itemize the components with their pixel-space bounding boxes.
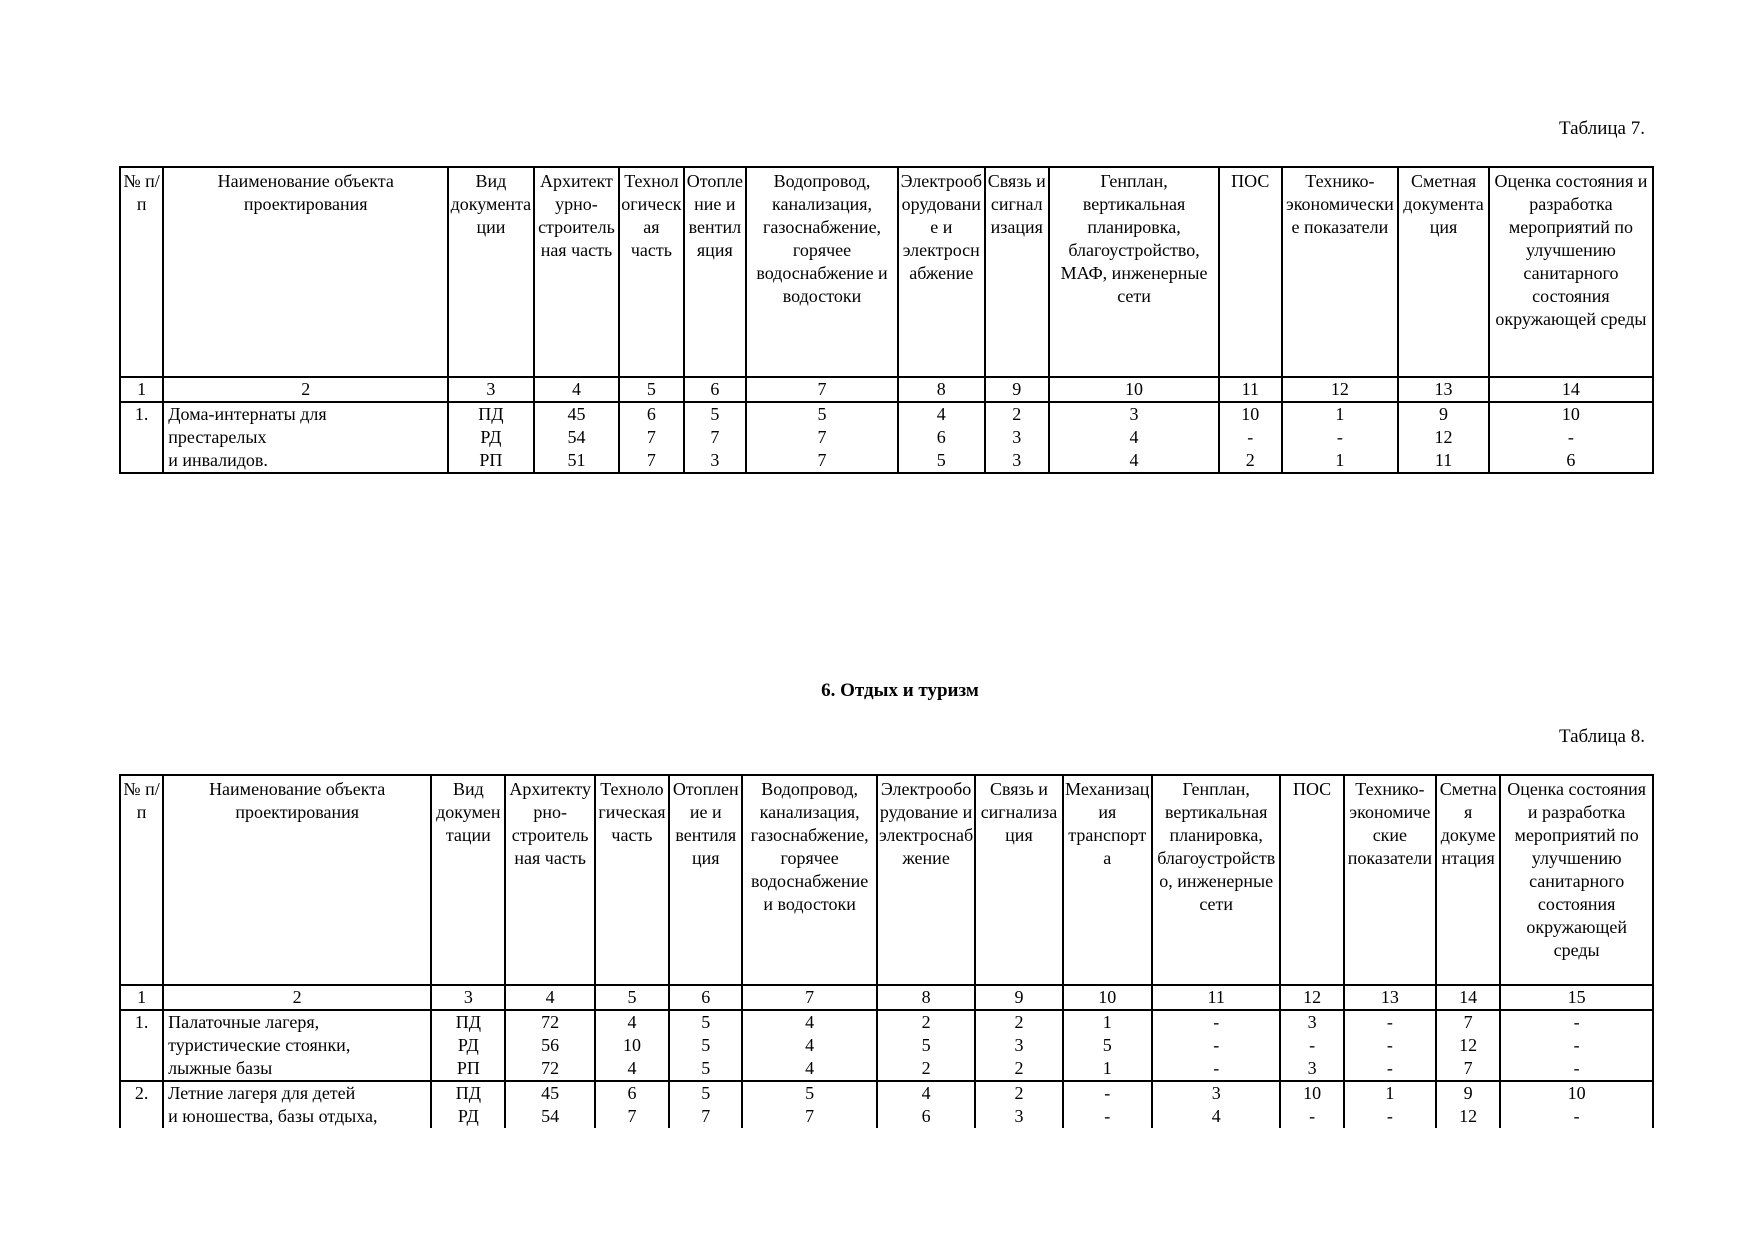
- value-line: 9: [1439, 404, 1449, 424]
- value-line: 9: [1463, 1083, 1473, 1103]
- value-line: 12: [1459, 1035, 1478, 1055]
- value-line: 7: [701, 1106, 711, 1126]
- value-line: -: [1573, 1035, 1580, 1055]
- value-cell: [1152, 1081, 1281, 1128]
- value-line: ПД: [478, 404, 504, 424]
- value-cell: [595, 1010, 669, 1081]
- table7-header-cell: Технико-экономические показатели: [1282, 167, 1399, 377]
- value-line: 5: [817, 404, 827, 424]
- value-cell: [505, 1081, 594, 1128]
- table7-header-cell: Архитектурно-строительная часть: [534, 167, 620, 377]
- table8-column-number: 11: [1152, 985, 1281, 1010]
- value-cell: [1063, 1081, 1152, 1128]
- table-row: [120, 402, 1653, 473]
- value-line: 4: [805, 1035, 815, 1055]
- value-line: 2: [1245, 450, 1255, 470]
- value-cell: [1398, 402, 1489, 473]
- value-line: 1: [1335, 404, 1345, 424]
- table-row: [120, 1010, 1653, 1081]
- value-line: РД: [457, 1106, 479, 1126]
- table7-caption: Таблица 7.: [1558, 118, 1645, 139]
- value-cell: [669, 1081, 742, 1128]
- value-line: 4: [805, 1012, 815, 1032]
- value-line: 5: [701, 1058, 711, 1078]
- value-line: 3: [1129, 404, 1139, 424]
- object-name: [163, 402, 448, 473]
- value-line: -: [1573, 1106, 1580, 1126]
- table8-header-cell: Архитектурно-строительная часть: [505, 775, 594, 985]
- table7-header-cell: Генплан, вертикальная планировка, благоустройство, МАФ, инженерные сети: [1049, 167, 1219, 377]
- value-line: 2: [1014, 1083, 1024, 1103]
- value-line: -: [1386, 1106, 1393, 1126]
- value-line: 3: [1211, 1083, 1221, 1103]
- value-cell: [1049, 402, 1219, 473]
- table-7: [119, 166, 1654, 474]
- value-line: 3: [1014, 1035, 1024, 1055]
- value-line: 3: [1012, 450, 1022, 470]
- value-cell: [985, 402, 1049, 473]
- value-line: 5: [710, 404, 720, 424]
- value-line: 4: [627, 1058, 637, 1078]
- table8-header-cell: Вид документации: [431, 775, 505, 985]
- value-line: -: [1386, 1058, 1393, 1078]
- table8-header-cell: Водопровод, канализация, газоснабжение, горячее водоснабжение и водостоки: [742, 775, 877, 985]
- value-line: 5: [921, 1035, 931, 1055]
- value-cell: [742, 1081, 877, 1128]
- value-line: 4: [1211, 1106, 1221, 1126]
- table7-header-cell: ПОС: [1219, 167, 1281, 377]
- table8-header-cell: Технологическая часть: [595, 775, 669, 985]
- value-cell: [505, 1010, 594, 1081]
- value-line: 5: [936, 450, 946, 470]
- value-line: 2: [1012, 404, 1022, 424]
- value-line: 12: [1434, 427, 1453, 447]
- value-line: 10: [1567, 1083, 1586, 1103]
- table7-column-number: 10: [1049, 377, 1219, 402]
- table7-column-number: 9: [985, 377, 1049, 402]
- value-cell: [1063, 1010, 1152, 1081]
- value-line: 4: [627, 1012, 637, 1032]
- table7-column-number: 11: [1219, 377, 1281, 402]
- value-line: -: [1309, 1106, 1316, 1126]
- value-cell: [1344, 1010, 1436, 1081]
- value-line: 56: [541, 1035, 560, 1055]
- value-line: РП: [479, 450, 503, 470]
- value-line: 4: [1129, 427, 1139, 447]
- value-line: 1: [1335, 450, 1345, 470]
- value-line: 1: [1102, 1058, 1112, 1078]
- value-line: 7: [805, 1106, 815, 1126]
- value-line: 7: [1463, 1058, 1473, 1078]
- table8-header-cell: Электрооборудование и электроснабжение: [877, 775, 975, 985]
- value-cell: [1344, 1081, 1436, 1128]
- value-cell: [669, 1010, 742, 1081]
- table7-header-row: [120, 167, 1653, 377]
- table8-column-number: 2: [163, 985, 431, 1010]
- table8-column-number: 4: [505, 985, 594, 1010]
- value-line: 5: [701, 1035, 711, 1055]
- value-line: 1: [1102, 1012, 1112, 1032]
- value-line: 7: [710, 427, 720, 447]
- object-name-line: и юношества, базы отдыха,: [168, 1106, 378, 1126]
- table8-header-cell: Сметная документация: [1436, 775, 1500, 985]
- table7-header-cell: Сметная документация: [1398, 167, 1489, 377]
- table8-column-number: 5: [595, 985, 669, 1010]
- table7-header-cell: Водопровод, канализация, газоснабжение, горячее водоснабжение и водостоки: [746, 167, 898, 377]
- value-line: 3: [710, 450, 720, 470]
- section-title: 6. Отдых и туризм: [821, 680, 979, 701]
- value-line: 3: [1307, 1012, 1317, 1032]
- value-line: -: [1573, 1058, 1580, 1078]
- table7-column-number: 1: [120, 377, 163, 402]
- value-line: 6: [921, 1106, 931, 1126]
- table7-body: [120, 402, 1653, 473]
- table8-column-number: 1: [120, 985, 163, 1010]
- table7-column-number: 4: [534, 377, 620, 402]
- value-line: -: [1213, 1012, 1220, 1032]
- value-line: 6: [936, 427, 946, 447]
- value-line: 2: [921, 1012, 931, 1032]
- table8-column-number: 10: [1063, 985, 1152, 1010]
- table7-column-number: 3: [448, 377, 534, 402]
- table-row: [120, 1081, 1653, 1128]
- table7-column-number: 6: [684, 377, 746, 402]
- value-cell: [975, 1081, 1062, 1128]
- table8-column-number: 13: [1344, 985, 1436, 1010]
- value-line: 45: [541, 1083, 560, 1103]
- value-cell: [595, 1081, 669, 1128]
- table7-column-number: 7: [746, 377, 898, 402]
- table7-header-cell: Вид документации: [448, 167, 534, 377]
- value-line: 2: [921, 1058, 931, 1078]
- table8-header-cell: Генплан, вертикальная планировка, благоустройство, инженерные сети: [1152, 775, 1281, 985]
- object-name-line: лыжные базы: [168, 1058, 273, 1078]
- row-number: 1.: [120, 1010, 163, 1081]
- table7-column-number: 2: [163, 377, 448, 402]
- value-line: 6: [1566, 450, 1576, 470]
- value-line: -: [1386, 1035, 1393, 1055]
- value-cell: [742, 1010, 877, 1081]
- value-line: -: [1573, 1012, 1580, 1032]
- value-cell: [684, 402, 746, 473]
- table7-header-cell: Оценка состояния и разработка мероприятий по улучшению санитарного состояния окружающей среды: [1489, 167, 1653, 377]
- value-cell: [619, 402, 683, 473]
- value-cell: [1219, 402, 1281, 473]
- value-line: 5: [1102, 1035, 1112, 1055]
- value-line: 4: [936, 404, 946, 424]
- value-cell: [898, 402, 985, 473]
- value-cell: [1489, 402, 1653, 473]
- value-line: ПД: [455, 1083, 481, 1103]
- table8-column-number: 14: [1436, 985, 1500, 1010]
- value-line: 2: [1014, 1012, 1024, 1032]
- value-line: 11: [1434, 450, 1453, 470]
- object-name: [163, 1010, 431, 1081]
- object-name-line: Палаточные лагеря,: [168, 1012, 320, 1032]
- value-line: -: [1247, 427, 1254, 447]
- value-line: 2: [1014, 1058, 1024, 1078]
- value-line: 45: [567, 404, 586, 424]
- value-cell: [534, 402, 620, 473]
- value-line: 7: [646, 450, 656, 470]
- table7-column-number: 13: [1398, 377, 1489, 402]
- value-line: -: [1567, 427, 1574, 447]
- table7-header-cell: Технологическая часть: [619, 167, 683, 377]
- value-line: 10: [1303, 1083, 1322, 1103]
- value-line: -: [1104, 1083, 1111, 1103]
- value-line: 12: [1459, 1106, 1478, 1126]
- value-line: 5: [805, 1083, 815, 1103]
- row-number: 1.: [120, 402, 163, 473]
- value-cell: [1436, 1010, 1500, 1081]
- object-name-line: и инвалидов.: [168, 450, 268, 470]
- value-cell: [975, 1010, 1062, 1081]
- value-line: 7: [1463, 1012, 1473, 1032]
- value-line: 7: [646, 427, 656, 447]
- table8-number-row: [120, 985, 1653, 1010]
- value-cell: [431, 1010, 505, 1081]
- value-cell: [1500, 1081, 1653, 1128]
- value-cell: [1280, 1081, 1343, 1128]
- value-cell: [1436, 1081, 1500, 1128]
- table8-body: [120, 1010, 1653, 1128]
- table7-number-row: [120, 377, 1653, 402]
- table7-header-cell: № п/п: [120, 167, 163, 377]
- object-name-line: Дома-интернаты для: [168, 404, 327, 424]
- object-name-line: престарелых: [168, 427, 267, 447]
- value-line: 1: [1385, 1083, 1395, 1103]
- object-name-line: Летние лагеря для детей: [168, 1083, 356, 1103]
- value-cell: [877, 1010, 975, 1081]
- value-line: 3: [1012, 427, 1022, 447]
- value-cell: [1152, 1010, 1281, 1081]
- value-line: 10: [1561, 404, 1580, 424]
- value-cell: [1282, 402, 1399, 473]
- value-line: 5: [701, 1083, 711, 1103]
- table8-header-cell: № п/п: [120, 775, 163, 985]
- table8-column-number: 9: [975, 985, 1062, 1010]
- value-line: 72: [541, 1012, 560, 1032]
- table8-column-number: 6: [669, 985, 742, 1010]
- value-line: 3: [1307, 1058, 1317, 1078]
- value-line: РД: [457, 1035, 479, 1055]
- value-line: -: [1386, 1012, 1393, 1032]
- value-line: 6: [646, 404, 656, 424]
- object-name-line: туристические стоянки,: [168, 1035, 351, 1055]
- value-line: 72: [541, 1058, 560, 1078]
- value-line: РД: [480, 427, 502, 447]
- value-line: 5: [701, 1012, 711, 1032]
- table8-header-row: [120, 775, 1653, 985]
- table8-column-number: 7: [742, 985, 877, 1010]
- table8-column-number: 12: [1280, 985, 1343, 1010]
- table8-column-number: 3: [431, 985, 505, 1010]
- value-line: -: [1213, 1058, 1220, 1078]
- table7-column-number: 8: [898, 377, 985, 402]
- table8-header-cell: Отопление и вентиляция: [669, 775, 742, 985]
- table8-header-cell: Оценка состояния и разработка мероприятий по улучшению санитарного состояния окружающей среды: [1500, 775, 1653, 985]
- table8-header-cell: ПОС: [1280, 775, 1343, 985]
- table8-header-cell: Технико-экономические показатели: [1344, 775, 1436, 985]
- table8-header-cell: Связь и сигнализация: [975, 775, 1062, 985]
- table7-header-cell: Отопление и вентиляция: [684, 167, 746, 377]
- value-line: 4: [921, 1083, 931, 1103]
- table8-column-number: 15: [1500, 985, 1653, 1010]
- value-cell: [1280, 1010, 1343, 1081]
- value-line: -: [1213, 1035, 1220, 1055]
- table7-column-number: 12: [1282, 377, 1399, 402]
- value-cell: [431, 1081, 505, 1128]
- value-line: 7: [817, 450, 827, 470]
- value-line: 7: [817, 427, 827, 447]
- value-line: -: [1104, 1106, 1111, 1126]
- value-cell: [448, 402, 534, 473]
- value-line: 54: [541, 1106, 560, 1126]
- object-name: [163, 1081, 431, 1128]
- value-line: -: [1309, 1035, 1316, 1055]
- table8-caption: Таблица 8.: [1558, 726, 1645, 747]
- value-line: 7: [627, 1106, 637, 1126]
- table7-header-cell: Электрооборудование и электроснабжение: [898, 167, 985, 377]
- table-8: [119, 774, 1654, 1128]
- value-line: 10: [1241, 404, 1260, 424]
- value-line: 3: [1014, 1106, 1024, 1126]
- table8-header-cell: Механизация транспорта: [1063, 775, 1152, 985]
- value-line: -: [1336, 427, 1343, 447]
- value-line: ПД: [455, 1012, 481, 1032]
- table8-header-cell: Наименование объекта проектирования: [163, 775, 431, 985]
- table7-column-number: 14: [1489, 377, 1653, 402]
- value-line: 4: [1129, 450, 1139, 470]
- value-line: РП: [456, 1058, 480, 1078]
- table7-header-cell: Связь и сигнализация: [985, 167, 1049, 377]
- value-line: 4: [805, 1058, 815, 1078]
- value-cell: [1500, 1010, 1653, 1081]
- value-cell: [746, 402, 898, 473]
- table7-column-number: 5: [619, 377, 683, 402]
- table8-column-number: 8: [877, 985, 975, 1010]
- value-line: 54: [567, 427, 586, 447]
- table7-header-cell: Наименование объекта проектирования: [163, 167, 448, 377]
- value-line: 10: [622, 1035, 641, 1055]
- value-line: 6: [627, 1083, 637, 1103]
- value-cell: [877, 1081, 975, 1128]
- row-number: 2.: [120, 1081, 163, 1128]
- value-line: 51: [567, 450, 586, 470]
